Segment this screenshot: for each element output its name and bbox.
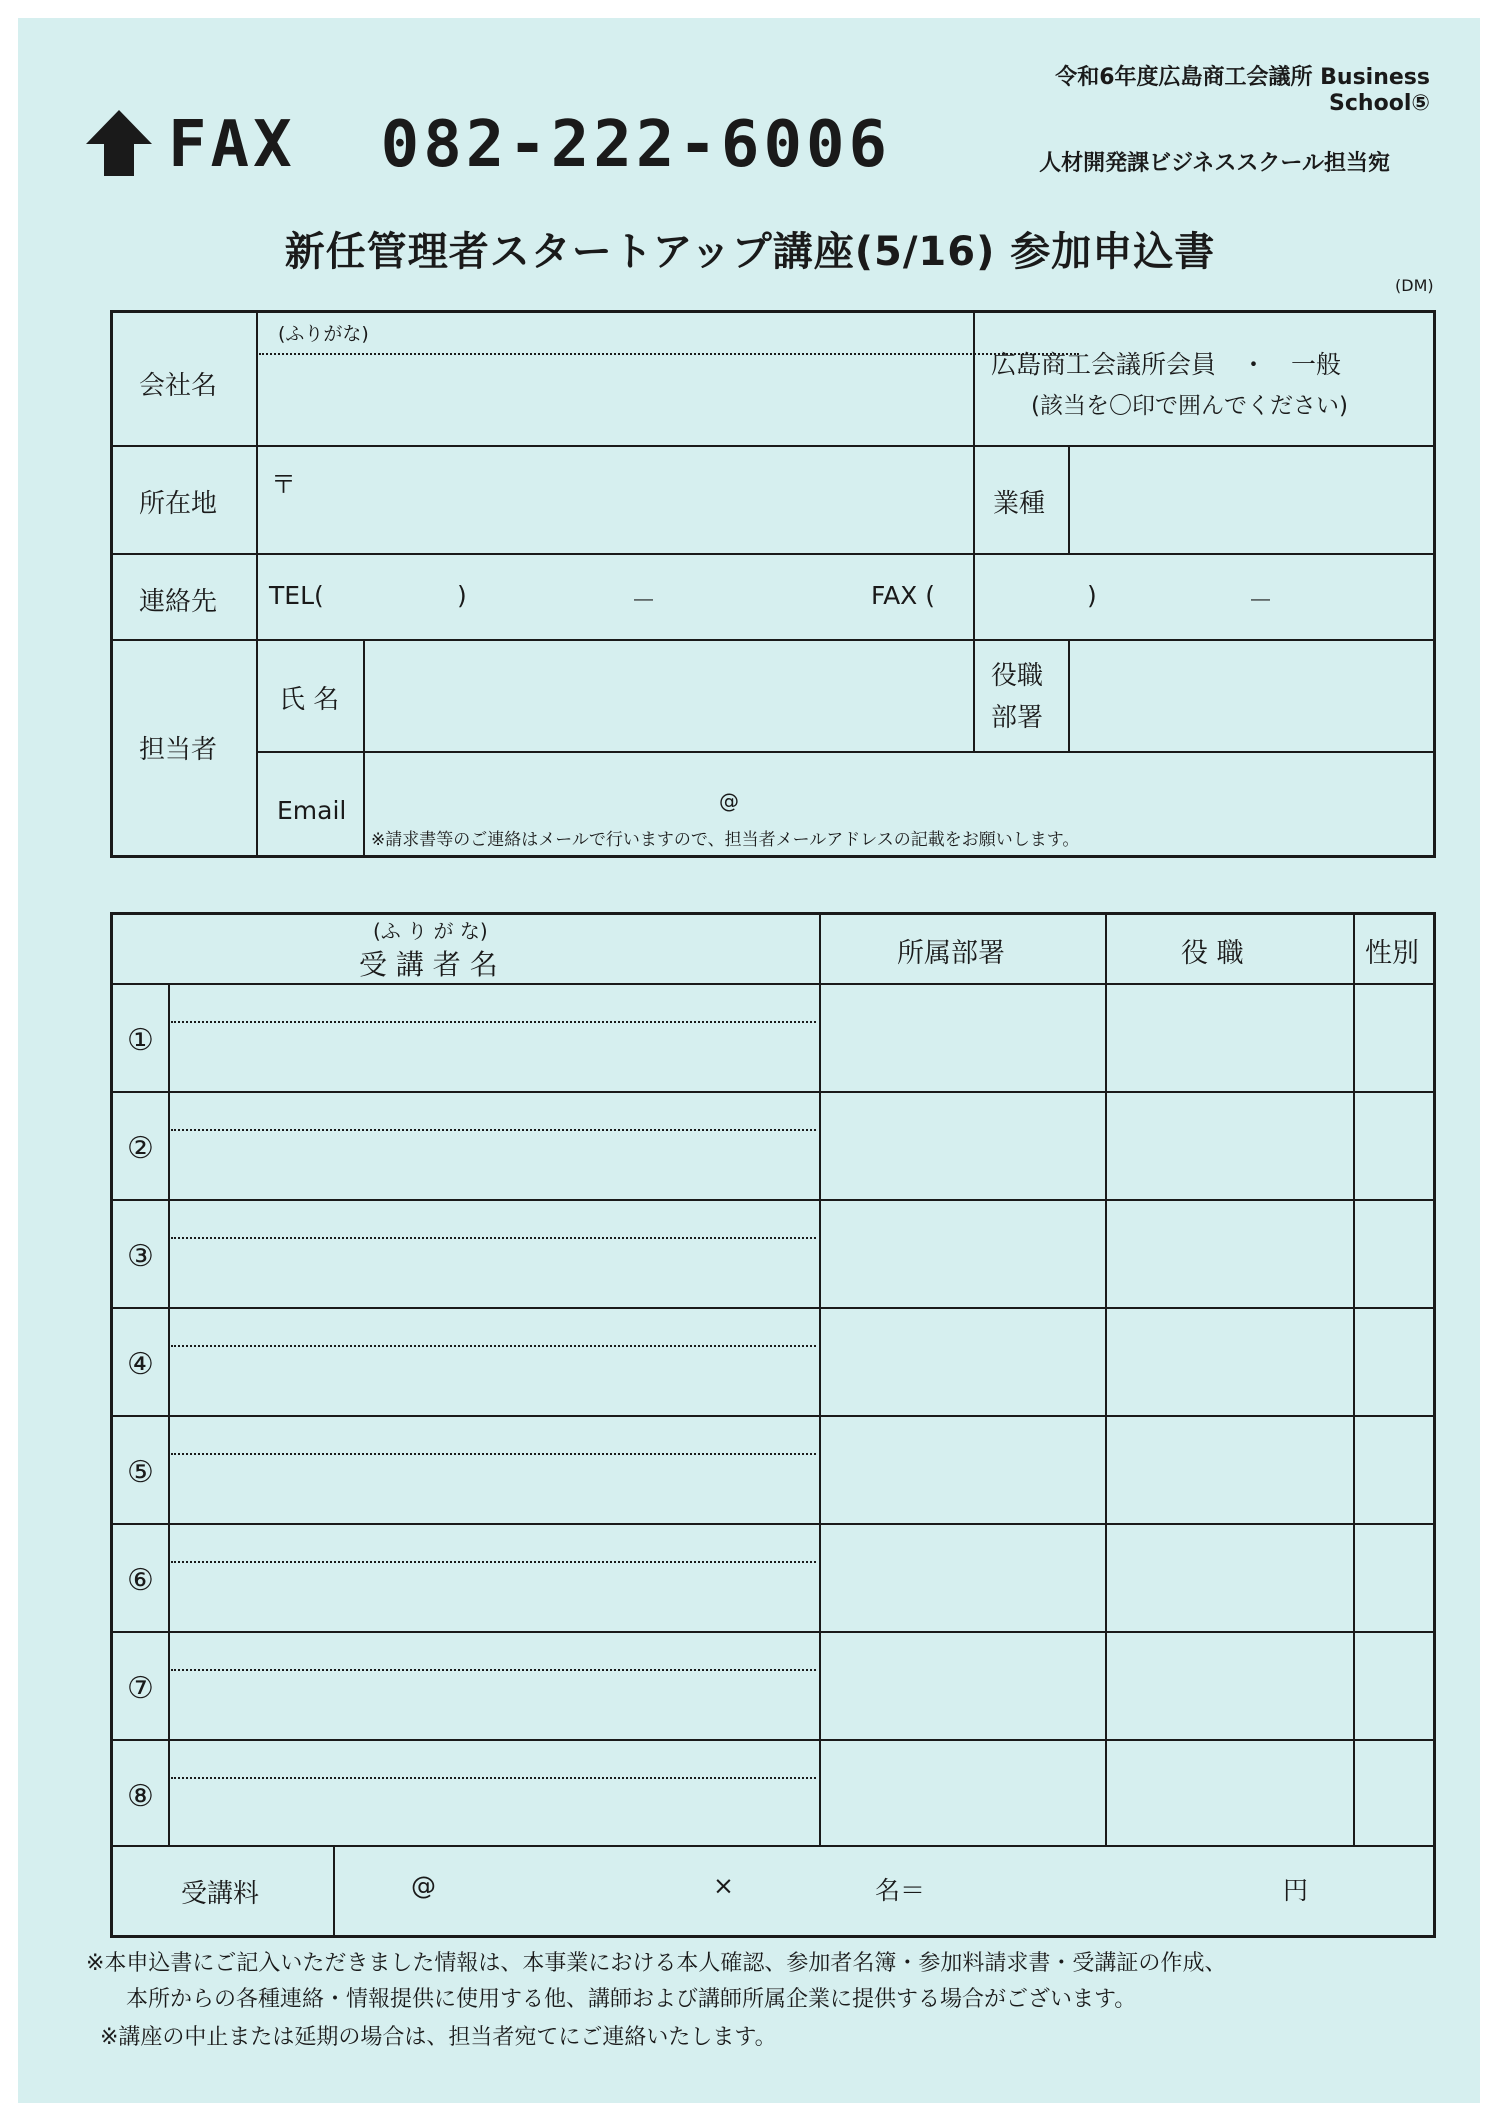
- member-type-options[interactable]: 広島商工会議所会員 ・ 一般: [991, 350, 1342, 379]
- attention-line: 人材開発課ビジネススクール担当宛: [1039, 151, 1390, 176]
- dm-mark: (DM): [1395, 276, 1434, 295]
- company-info-table: [110, 310, 1436, 858]
- email-note: ※請求書等のご連絡はメールで行いますので、担当者メールアドレスの記載をお願いします。: [371, 830, 1080, 850]
- member-type-note: (該当を〇印で囲んでください): [1031, 393, 1348, 419]
- tel-field[interactable]: [335, 567, 895, 627]
- email-at-mark: @: [719, 789, 739, 813]
- row-number: ①: [127, 1023, 154, 1058]
- attendee-name-field[interactable]: [173, 1635, 813, 1735]
- industry-field[interactable]: [1078, 453, 1428, 545]
- fax-field[interactable]: [953, 567, 1423, 627]
- address-field[interactable]: [303, 453, 963, 545]
- row-number: ⑥: [127, 1563, 154, 1598]
- fee-label: 受講料: [181, 1879, 260, 1909]
- cancellation-note: ※講座の中止または延期の場合は、担当者宛てにご連絡いたします。: [100, 2025, 777, 2050]
- row-number: ②: [127, 1131, 154, 1166]
- row-number: ④: [127, 1347, 154, 1382]
- industry-label: 業種: [993, 489, 1046, 519]
- attendee-name-field[interactable]: [173, 987, 813, 1087]
- email-field[interactable]: [371, 759, 1426, 809]
- fax-close: ): [1087, 581, 1097, 610]
- row-number: ③: [127, 1239, 154, 1274]
- attendee-name-field[interactable]: [173, 1203, 813, 1303]
- contact-label: 連絡先: [139, 587, 218, 617]
- fee-people: 名＝: [875, 1876, 926, 1905]
- contact-name-label: 氏 名: [279, 685, 340, 715]
- fee-unit-at: @: [411, 1871, 436, 1900]
- department-header: 所属部署: [897, 938, 1005, 969]
- row-number: ⑤: [127, 1455, 154, 1490]
- contact-name-field[interactable]: [371, 647, 966, 745]
- email-label: Email: [277, 796, 347, 825]
- tel-close: ): [457, 581, 467, 610]
- fax-label: FAX (: [871, 581, 936, 610]
- attendee-name-field[interactable]: [173, 1311, 813, 1411]
- attendee-name-field[interactable]: [173, 1527, 813, 1627]
- fax-heading-number: 082-222-6006: [380, 108, 892, 182]
- gender-header: 性別: [1365, 938, 1419, 969]
- attendee-name-header: 受 講 者 名: [359, 948, 498, 981]
- person-in-charge-label: 担当者: [139, 735, 218, 765]
- company-name-label: 会社名: [139, 371, 218, 401]
- position-header: 役 職: [1181, 938, 1244, 969]
- attendee-name-field[interactable]: [173, 1419, 813, 1519]
- position-label: 役職: [991, 661, 1044, 691]
- fee-yen: 円: [1283, 1876, 1309, 1905]
- row-number: ⑦: [127, 1671, 154, 1706]
- up-arrow-icon: [84, 108, 154, 178]
- tel-dash: －: [631, 586, 657, 615]
- position-field[interactable]: [1078, 647, 1428, 745]
- privacy-note-line2: 本所からの各種連絡・情報提供に使用する他、講師および講師所属企業に提供する場合がございます。: [126, 1987, 1137, 2012]
- fax-heading-label: FAX: [168, 108, 296, 182]
- attendee-name-field[interactable]: [173, 1095, 813, 1195]
- company-furigana-label: (ふりがな): [278, 323, 369, 345]
- attendees-table: [110, 912, 1436, 1938]
- privacy-note-line1: ※本申込書にご記入いただきました情報は、本事業における本人確認、参加者名簿・参加料請求書・受講証の作成、: [86, 1951, 1227, 1976]
- company-name-field[interactable]: [263, 358, 968, 440]
- row-number: ⑧: [127, 1779, 154, 1814]
- fee-field[interactable]: [341, 1853, 1426, 1929]
- fee-times: ×: [713, 1871, 734, 1900]
- fax-heading: [168, 108, 891, 182]
- department-label: 部署: [991, 703, 1044, 733]
- postal-mark: 〒: [271, 470, 297, 499]
- attendee-name-field[interactable]: [173, 1743, 813, 1843]
- furigana-header: (ふ り が な): [373, 919, 488, 943]
- tel-label: TEL(: [269, 581, 324, 610]
- program-name: 令和6年度広島商工会議所 Business School⑤: [1055, 65, 1430, 116]
- page-title: 新任管理者スタートアップ講座(5/16) 参加申込書: [284, 229, 1216, 275]
- fax-dash: －: [1248, 586, 1274, 615]
- address-label: 所在地: [139, 489, 218, 519]
